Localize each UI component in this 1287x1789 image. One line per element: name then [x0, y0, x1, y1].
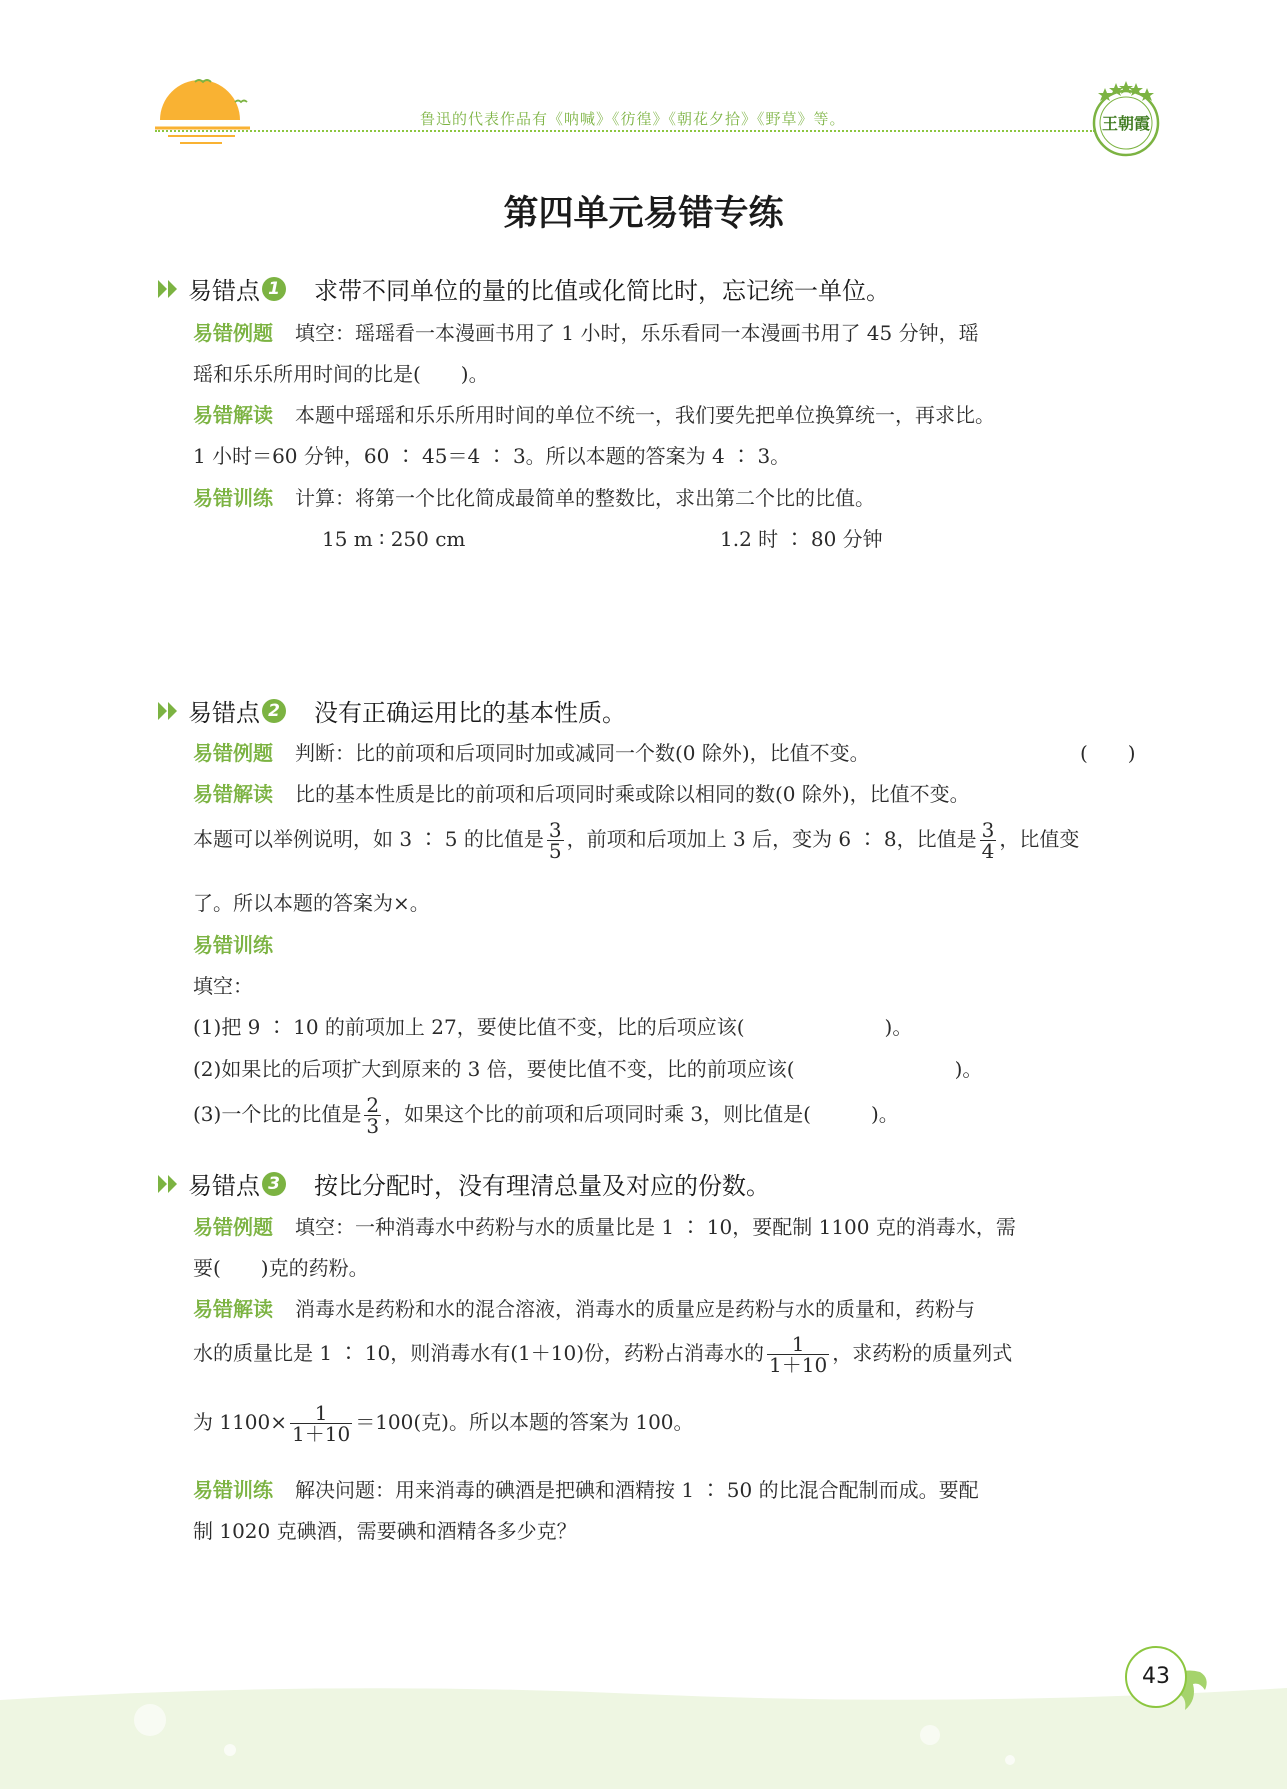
example-text-cont: 要( )克的药粉。 — [193, 1256, 369, 1280]
question-2: (2)如果比的后项扩大到原来的 3 倍，要使比值不变，比的前项应该( )。 — [193, 1057, 983, 1081]
explain-text-cont — [193, 1334, 1158, 1375]
fraction-numerator: 3 — [981, 818, 995, 842]
train-line — [193, 1475, 1158, 1505]
example-text: 填空：瑶瑶看一本漫画书用了 1 小时，乐乐看同一本漫画书用了 45 分钟，瑶 — [295, 321, 979, 345]
explain-text: 比的基本性质是比的前项和后项同时乘或除以相同的数(0 除外)，比值不变。 — [295, 782, 970, 806]
train-line — [193, 930, 1158, 960]
explain-text: 本题可以举例说明，如 3 ∶ 5 的比值是 — [193, 827, 544, 851]
footer-background — [0, 1680, 1287, 1789]
train-label: 易错训练 — [193, 933, 273, 957]
fraction — [767, 1334, 829, 1375]
example-line — [193, 318, 1158, 348]
example-text: 填空：一种消毒水中药粉与水的质量比是 1 ∶ 10，要配制 1100 克的消毒水，需 — [295, 1215, 1016, 1239]
fraction-numerator: 3 — [548, 818, 562, 842]
fraction-denominator: 1＋10 — [769, 1353, 828, 1377]
badge-text: 王朝霞 — [1101, 114, 1151, 133]
double-arrow-icon — [158, 1173, 182, 1195]
train-text-cont: 制 1020 克碘酒，需要碘和酒精各多少克？ — [193, 1519, 577, 1543]
explain-label: 易错解读 — [193, 403, 273, 427]
page-number: 43 — [1125, 1646, 1187, 1708]
section-title: 求带不同单位的量的比值或化简比时，忘记统一单位。 — [314, 277, 890, 305]
page-title: 第四单元易错专练 — [503, 194, 784, 234]
fraction-numerator: 1 — [767, 1334, 829, 1355]
explain-text-cont — [193, 1403, 1158, 1444]
explain-label: 易错解读 — [193, 782, 273, 806]
explain-text: ，比值变 — [999, 827, 1080, 851]
fraction — [980, 820, 997, 861]
double-arrow-icon — [158, 700, 182, 722]
explain-line — [193, 1294, 1158, 1324]
fraction-numerator: 1 — [290, 1403, 352, 1424]
question-text: ，如果这个比的前项和后项同时乘 3，则比值是( )。 — [384, 1102, 899, 1126]
train-intro: 填空： — [193, 974, 253, 998]
example-line — [193, 1212, 1158, 1242]
point-label: 易错点 — [188, 1172, 260, 1200]
fraction-denominator: 5 — [548, 839, 562, 863]
sun-logo-icon — [150, 70, 260, 160]
example-label: 易错例题 — [193, 321, 273, 345]
header-divider — [155, 130, 1095, 132]
example-label: 易错例题 — [193, 741, 273, 765]
fraction — [290, 1403, 352, 1444]
fraction-denominator: 3 — [366, 1114, 380, 1138]
section-1-heading — [158, 271, 890, 306]
explain-text: ＝100(克)。所以本题的答案为 100。 — [355, 1410, 694, 1434]
train-item-a: 15 m ∶ 250 cm — [322, 527, 466, 551]
train-text: 计算：将第一个比化简成最简单的整数比，求出第二个比的比值。 — [295, 486, 875, 510]
train-text: 解决问题：用来消毒的碘酒是把碘和酒精按 1 ∶ 50 的比混合配制而成。要配 — [295, 1478, 979, 1502]
point-number-badge: 2 — [262, 699, 286, 723]
explain-label: 易错解读 — [193, 1297, 273, 1321]
header-quote: 鲁迅的代表作品有《呐喊》《彷徨》《朝花夕拾》《野草》等。 — [420, 110, 846, 128]
explain-line — [193, 779, 1158, 809]
explain-text-cont: 了。所以本题的答案为×。 — [193, 891, 430, 915]
train-line — [193, 483, 1158, 513]
train-item-b: 1.2 时 ∶ 80 分钟 — [720, 527, 883, 551]
fraction — [364, 1095, 381, 1136]
explain-text: 水的质量比是 1 ∶ 10，则消毒水有(1＋10)份，药粉占消毒水的 — [193, 1341, 765, 1365]
explain-text: ，求药粉的质量列式 — [832, 1341, 1013, 1365]
train-label: 易错训练 — [193, 1478, 273, 1502]
train-label: 易错训练 — [193, 486, 273, 510]
explain-text-cont: 1 小时＝60 分钟，60 ∶ 45＝4 ∶ 3。所以本题的答案为 4 ∶ 3。 — [193, 444, 791, 468]
section-title: 没有正确运用比的基本性质。 — [314, 699, 626, 727]
fraction — [547, 820, 564, 861]
explain-text: ，前项和后项加上 3 后，变为 6 ∶ 8，比值是 — [566, 827, 977, 851]
point-label: 易错点 — [188, 277, 260, 305]
point-number-badge: 3 — [262, 1172, 286, 1196]
fraction-denominator: 4 — [981, 839, 995, 863]
fraction-numerator: 2 — [366, 1093, 380, 1117]
example-line — [193, 738, 1158, 768]
explain-line — [193, 400, 1158, 430]
section-3-heading — [158, 1166, 770, 1201]
point-label: 易错点 — [188, 699, 260, 727]
explain-text: 本题中瑶瑶和乐乐所用时间的单位不统一，我们要先把单位换算统一，再求比。 — [295, 403, 995, 427]
double-arrow-icon — [158, 278, 182, 300]
question-3 — [193, 1095, 1158, 1136]
explain-text: 为 1100× — [193, 1410, 288, 1434]
example-label: 易错例题 — [193, 1215, 273, 1239]
explain-text: 消毒水是药粉和水的混合溶液，消毒水的质量应是药粉与水的质量和，药粉与 — [295, 1297, 975, 1321]
fraction-denominator: 1＋10 — [292, 1422, 351, 1446]
question-1: (1)把 9 ∶ 10 的前项加上 27，要使比值不变，比的后项应该( )。 — [193, 1015, 913, 1039]
section-title: 按比分配时，没有理清总量及对应的份数。 — [314, 1172, 770, 1200]
answer-paren: ( ) — [1080, 741, 1136, 765]
explain-text-cont — [193, 820, 1158, 861]
point-number-badge: 1 — [262, 277, 286, 301]
publisher-badge-icon — [1085, 78, 1167, 168]
example-text-cont: 瑶和乐乐所用时间的比是( )。 — [193, 362, 489, 386]
question-text: (3)一个比的比值是 — [193, 1102, 362, 1126]
example-text: 判断：比的前项和后项同时加或减同一个数(0 除外)，比值不变。 — [295, 741, 870, 765]
section-2-heading — [158, 693, 626, 728]
